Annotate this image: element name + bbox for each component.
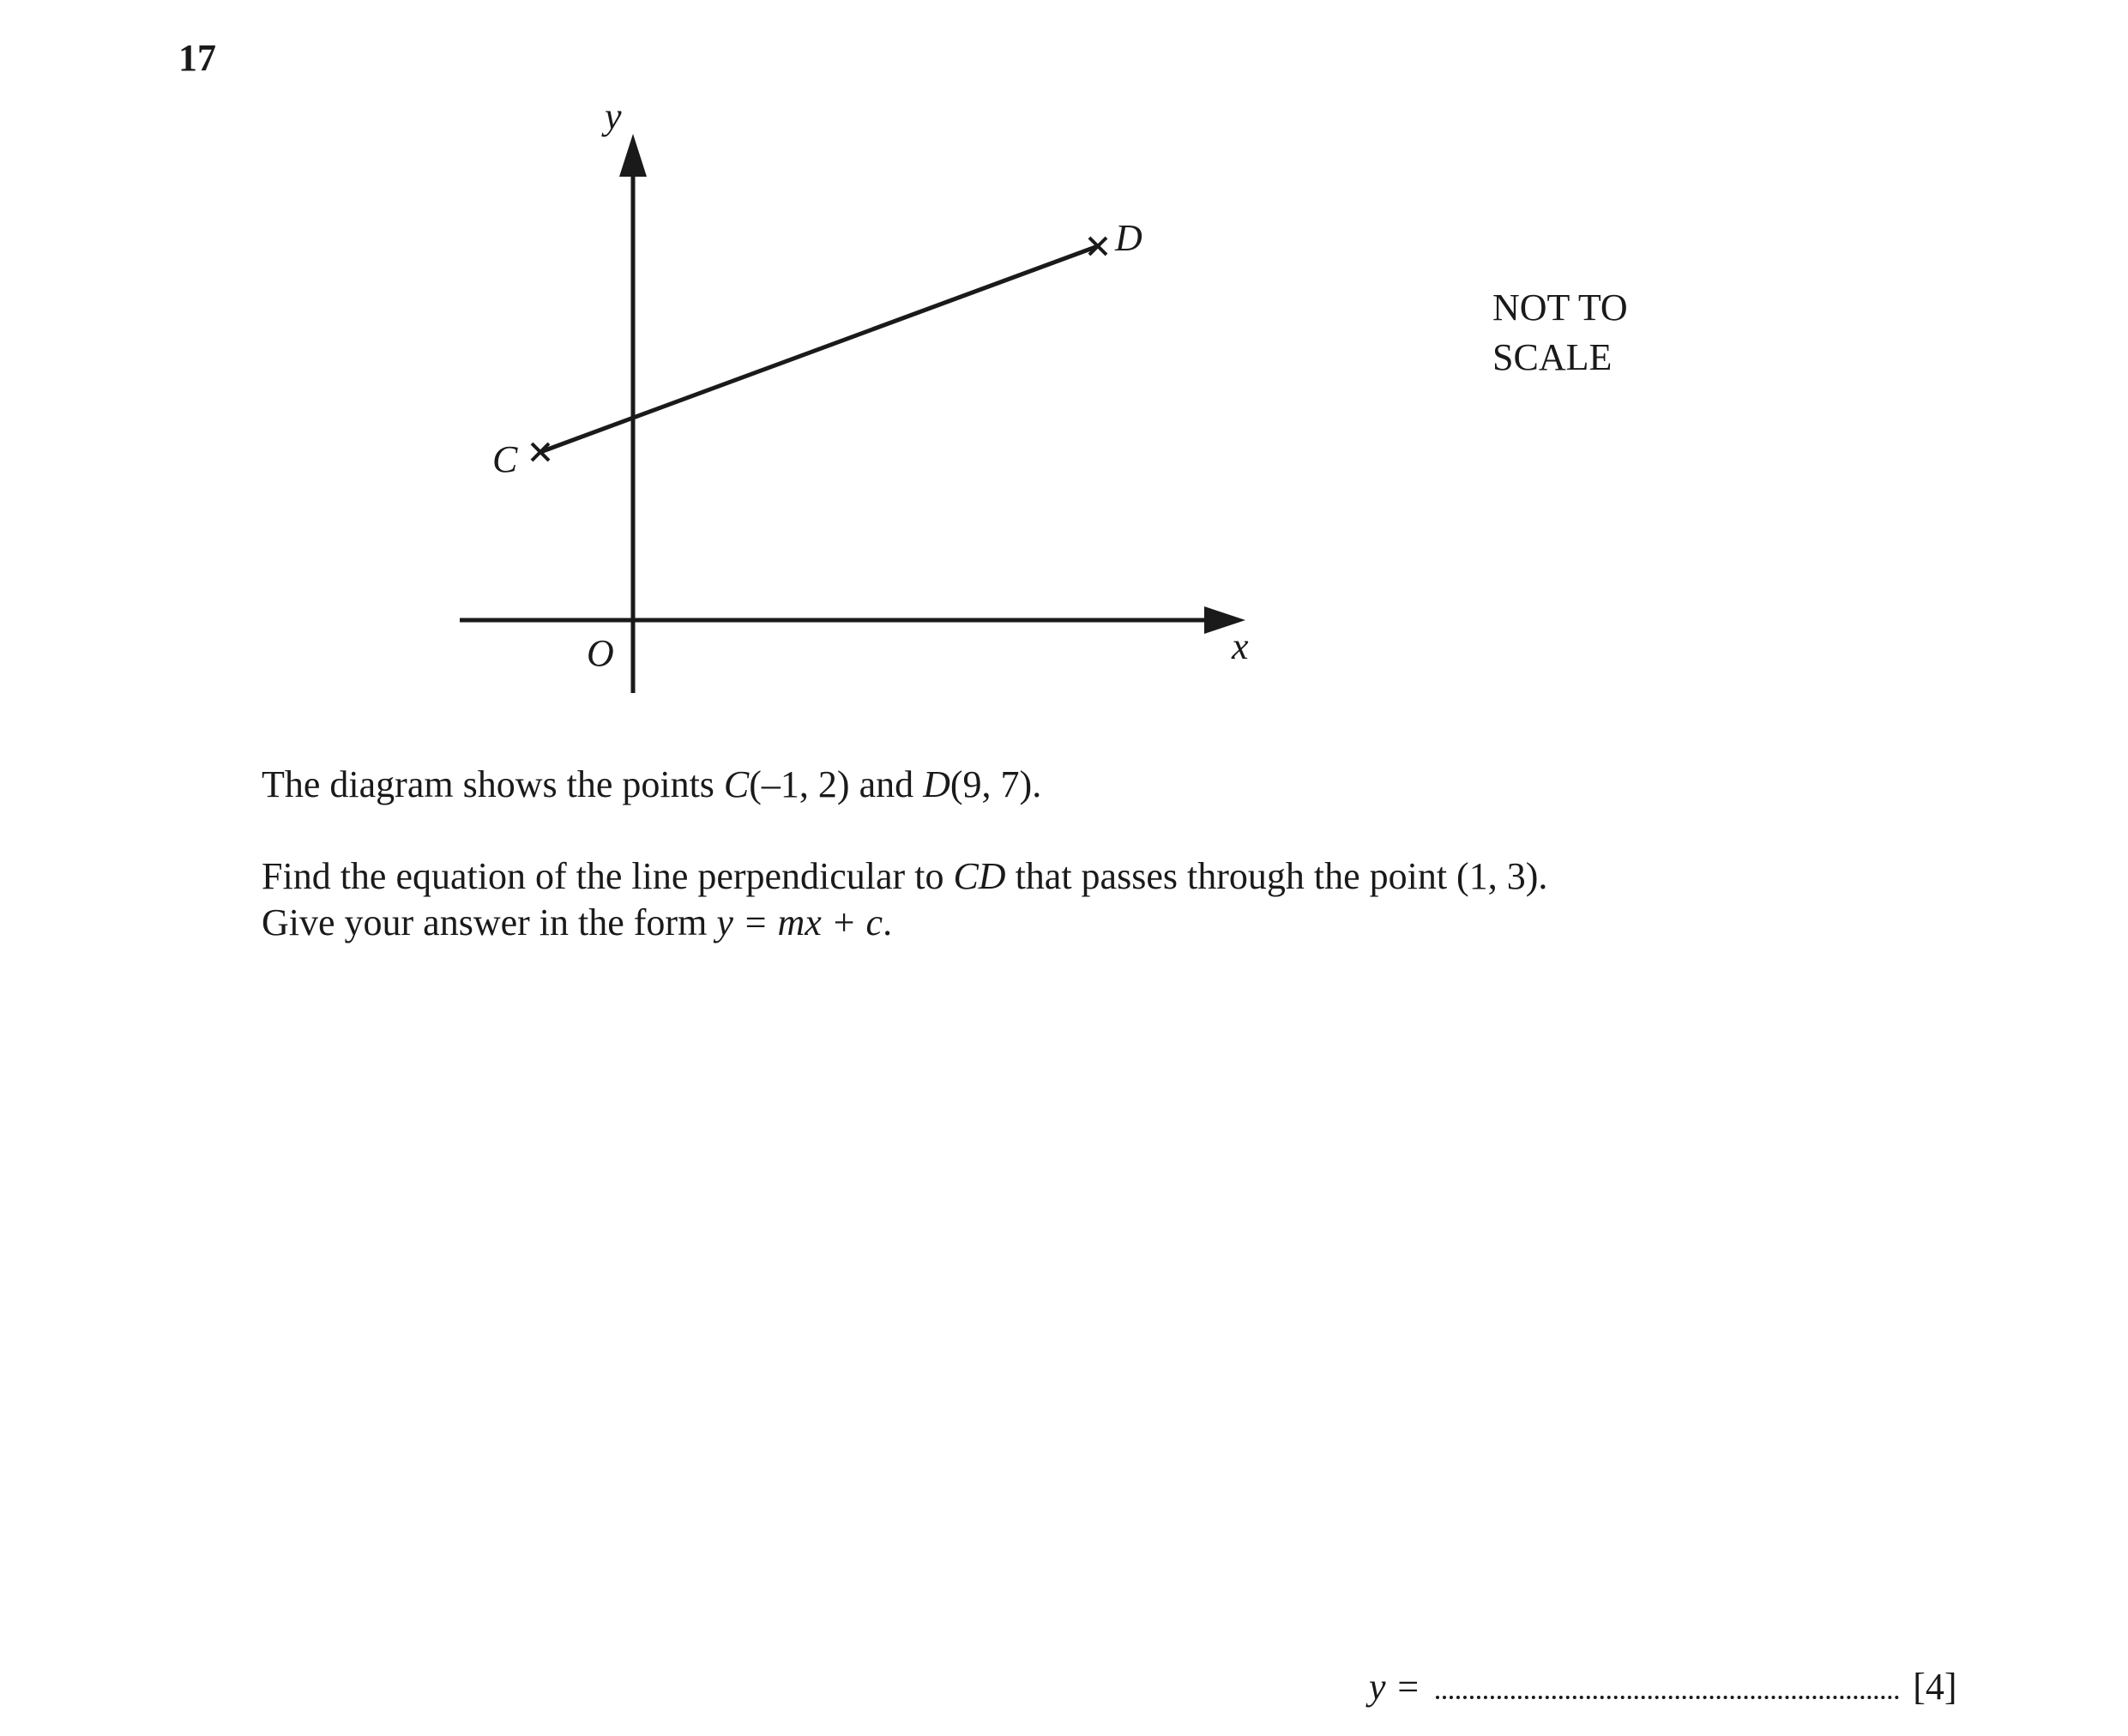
question-number: 17 — [178, 37, 216, 79]
x-axis-label: x — [1232, 625, 1249, 667]
y-axis-label: y — [605, 95, 622, 137]
answer-line — [1369, 1664, 1957, 1710]
point-c-label: C — [492, 438, 518, 480]
origin-label: O — [587, 632, 614, 674]
question-text-task: Find the equation of the line perpendicular to CD that passes through the point (1, 3). — [262, 855, 1548, 897]
note-line-2: SCALE — [1492, 336, 1613, 378]
answer-dotted-field[interactable] — [1436, 1696, 1899, 1699]
question-text-points: The diagram shows the points C(–1, 2) and D(9, 7). — [262, 763, 1042, 805]
y-axis-arrowhead — [619, 134, 647, 177]
point-d-label: D — [1115, 217, 1142, 259]
question-text-form: Give your answer in the form y = mx + c. — [262, 901, 893, 943]
note-line-1: NOT TO — [1492, 286, 1628, 329]
not-to-scale-note — [1492, 283, 1628, 383]
marks-label: [4] — [1913, 1666, 1957, 1708]
answer-label: y = — [1369, 1666, 1421, 1708]
line-cd — [540, 246, 1098, 452]
coordinate-diagram — [0, 0, 2128, 720]
